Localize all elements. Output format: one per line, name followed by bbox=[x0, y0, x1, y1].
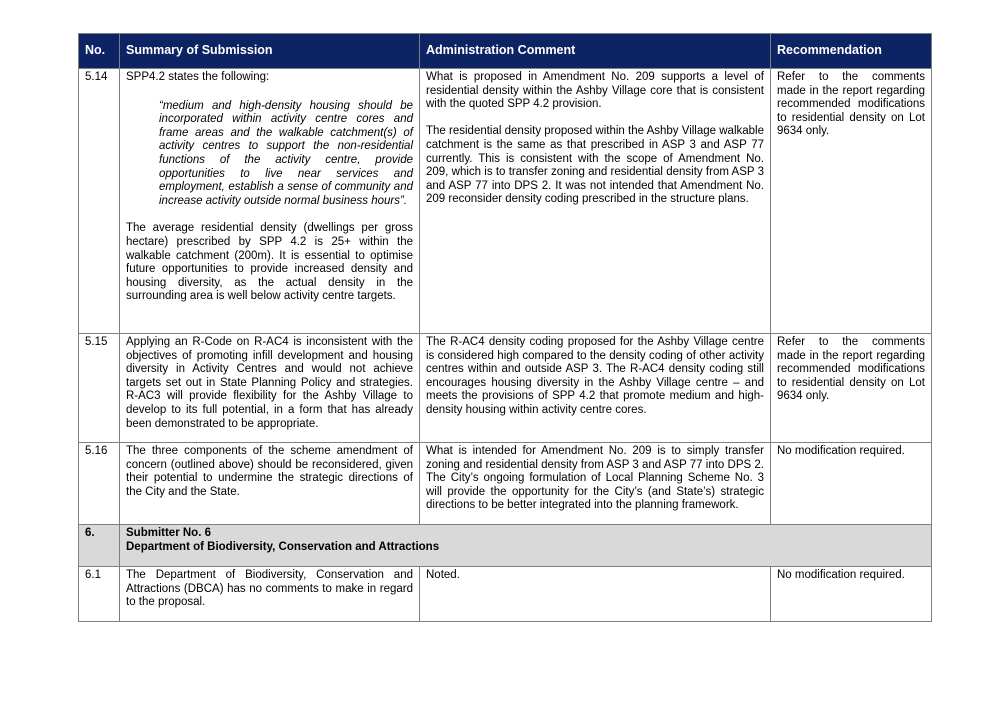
row-number: 5.16 bbox=[79, 443, 120, 525]
table-row bbox=[79, 334, 932, 443]
comment-cell: What is intended for Amendment No. 209 is to simply transfer zoning and residential density from ASP 3 and ASP 77 into DPS 2. The City’s ongoing formulation of Local Planning Scheme No. 3 will provide the opportunity for the City’s (and State’s) strategic directions to be better integrated into the planning framework. bbox=[420, 443, 771, 525]
recommendation-cell: No modification required. bbox=[771, 567, 932, 622]
summary-cell: The three components of the scheme amendment of concern (outlined above) should be reconsidered, given their potential to undermine the strategic directions of the City and the State. bbox=[120, 443, 420, 525]
comment-cell bbox=[420, 69, 771, 334]
summary-text: The average residential density (dwellings per gross hectare) prescribed by SPP 4.2 is 25+ within the walkable catchment (200m). It is essential to optimise future opportunities to provide increased density and housing diversity, as the actual density in the surrounding area is well below activity centre targets. bbox=[126, 222, 413, 303]
group-number: 6. bbox=[79, 525, 120, 567]
row-number: 5.14 bbox=[79, 69, 120, 334]
group-heading bbox=[120, 525, 932, 567]
summary-intro: SPP4.2 states the following: bbox=[126, 71, 270, 83]
comment-paragraph: The residential density proposed within the Ashby Village walkable catchment is the same as that prescribed in ASP 3 and ASP 77 currently. This is consistent with the scope of Amendment No. 209, which is to transfer zoning and residential density from ASP 3 and ASP 77 into DPS 2. It was not intended that Amendment No. 209 reconsider density coding prescribed in the structure plans. bbox=[426, 125, 764, 206]
header-comment: Administration Comment bbox=[420, 34, 771, 69]
summary-quote: “medium and high-density housing should be incorporated within activity centre cores and frame areas and the walkable catchment(s) of activity centres to support the non-residential functions of the activity centre, provide opportunities to live near services and employment, establish a sense of community and increase activity outside normal business hours”. bbox=[159, 99, 413, 207]
table-row bbox=[79, 443, 932, 525]
table-row bbox=[79, 567, 932, 622]
comment-paragraph: What is proposed in Amendment No. 209 supports a level of residential density within the Ashby Village core that is consistent with the quoted SPP 4.2 provision. bbox=[426, 71, 764, 111]
header-summary: Summary of Submission bbox=[120, 34, 420, 69]
recommendation-cell: Refer to the comments made in the report regarding recommended modifications to residential density on Lot 9634 only. bbox=[771, 69, 932, 334]
header-no: No. bbox=[79, 34, 120, 69]
submitter-group-row bbox=[79, 525, 932, 567]
submitter-label: Submitter No. 6 bbox=[126, 527, 211, 539]
recommendation-cell: No modification required. bbox=[771, 443, 932, 525]
summary-cell: The Department of Biodiversity, Conservation and Attractions (DBCA) has no comments to make in regard to the proposal. bbox=[120, 567, 420, 622]
row-number: 5.15 bbox=[79, 334, 120, 443]
submitter-organisation: Department of Biodiversity, Conservation and Attractions bbox=[126, 540, 440, 553]
summary-cell: Applying an R-Code on R-AC4 is inconsistent with the objectives of promoting infill development and housing diversity in Activity Centres and would not achieve targets set out in State Planning Policy and strategies. R-AC3 will provide flexibility for the Ashby Village to develop to its full potential, in a form that has already been demonstrated to be appropriate. bbox=[120, 334, 420, 443]
summary-cell bbox=[120, 69, 420, 334]
header-recommendation: Recommendation bbox=[771, 34, 932, 69]
recommendation-cell: Refer to the comments made in the report regarding recommended modifications to residential density on Lot 9634 only. bbox=[771, 334, 932, 443]
comment-cell: The R-AC4 density coding proposed for the Ashby Village centre is considered high compared to the density coding of other activity centres within and outside ASP 3. The R-AC4 density coding still encourages housing diversity in the Ashby Village centre – and meets the provisions of SPP 4.2 that promote medium and high-density housing within activity centre cores. bbox=[420, 334, 771, 443]
row-number: 6.1 bbox=[79, 567, 120, 622]
table-header-row bbox=[79, 34, 932, 69]
submissions-table bbox=[78, 33, 932, 622]
comment-cell: Noted. bbox=[420, 567, 771, 622]
table-row bbox=[79, 69, 932, 334]
